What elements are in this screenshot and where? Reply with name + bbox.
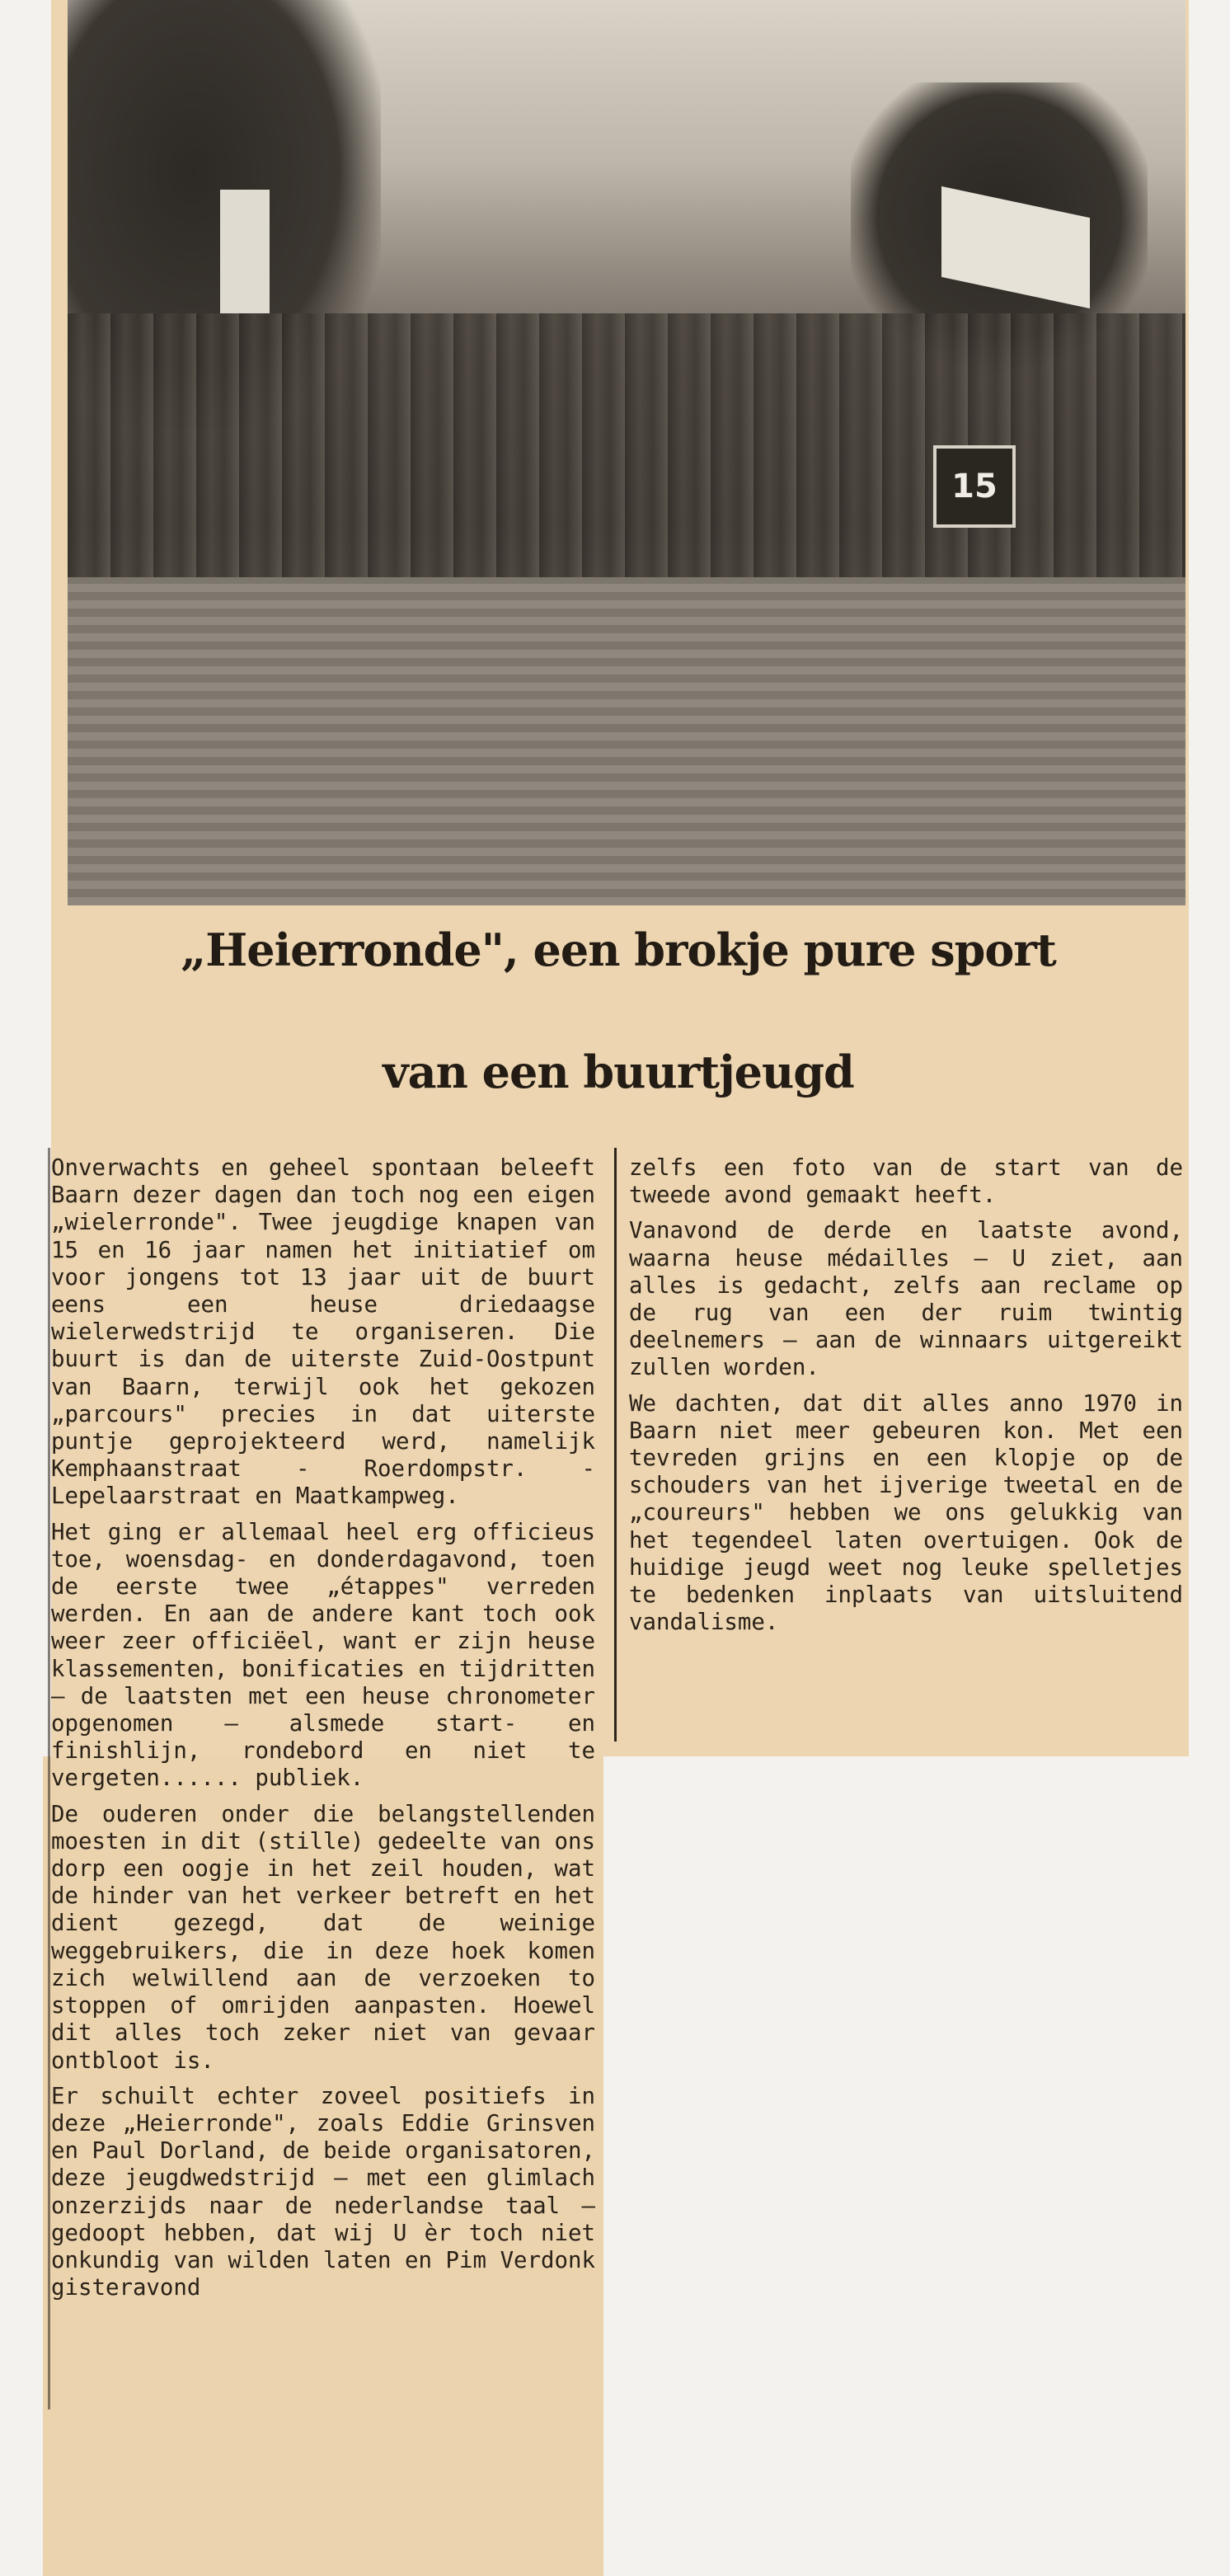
column-divider <box>614 1148 617 1742</box>
headline-line-1: „Heierronde", een brokje pure sport <box>181 924 1056 976</box>
article-column-right <box>629 1154 1183 1644</box>
paragraph: zelfs een foto van de start van de tweede avond gemaakt heeft. <box>629 1155 1183 1209</box>
paragraph: We dachten, dat dit alles anno 1970 in Baarn niet meer gebeuren kon. Met een tevreden grijns en een klopje op de schouders van het ijverige tweetal en de „coureurs" hebben we ons gelukkig van het tegendeel laten overtuigen. Ook de huidige jeugd weet nog leuke spelletjes te bedenken inplaats van uitsluitend vandalisme. <box>629 1390 1183 1636</box>
photo-flag-left <box>220 190 270 313</box>
paragraph: Onverwachts en geheel spontaan beleeft Baarn dezer dagen dan toch nog een eigen „wielerronde". Twee jeugdige knapen van 15 en 16 jaar namen het initiatief om voor jongens tot 13 jaar uit de buurt eens een heuse driedaagse wielerwedstrijd te organiseren. Die buurt is dan de uiterste Zuid-Oostpunt van Baarn, terwijl ook het gekozen „parcours" precies in dat uiterste puntje geprojekteerd werd, namelijk Kemphaanstraat - Roerdompstr. - Lepelaarstraat en Maatkampweg. <box>51 1155 595 1510</box>
paragraph: Vanavond de derde en laatste avond, waarna heuse médailles — U ziet, aan alles is gedacht, zelfs aan reclame op de rug van een der ruim twintig deelnemers — aan de winnaars uitgereikt zullen worden. <box>629 1218 1183 1381</box>
paragraph: De ouderen onder die belangstellenden moesten in dit (stille) gedeelte van ons dorp een oogje in het zeil houden, wat de hinder van het verkeer betreft en het dient gezegd, dat de weinige weggebruikers, die in deze hoek komen zich welwillend aan de verzoeken to stoppen of omrijden aanpasten. Hoewel dit alles toch zeker niet van gevaar ontbloot is. <box>51 1801 595 2074</box>
paragraph: Het ging er allemaal heel erg officieus toe, woensdag- en donderdagavond, toen de eerste twee „étappes" verreden werden. En aan de andere kant toch ook weer zeer officiëel, want er zijn heuse klassementen, bonificaties en tijdritten — de laatsten met een heuse chronometer opgenomen — alsmede start- en finishlijn, rondebord en niet te vergeten...... publiek. <box>51 1519 595 1792</box>
article-column-left <box>51 1154 595 2310</box>
paragraph: Er schuilt echter zoveel positiefs in deze „Heierronde", zoals Eddie Grinsven en Paul Dorland, de beide organisatoren, deze jeugdwedstrijd — met een glimlach onzerzijds naar de nederlandse taal — gedoopt hebben, dat wij U èr toch niet onkundig van wilden laten en Pim Verdonk gisteravond <box>51 2083 595 2301</box>
headline-line-2: van een buurtjeugd <box>383 1046 854 1098</box>
column-edge-rule <box>48 1148 50 2409</box>
photo-lap-sign: 15 <box>933 445 1016 528</box>
photo-cobblestone-road <box>68 577 1185 905</box>
article-photo <box>68 0 1185 905</box>
